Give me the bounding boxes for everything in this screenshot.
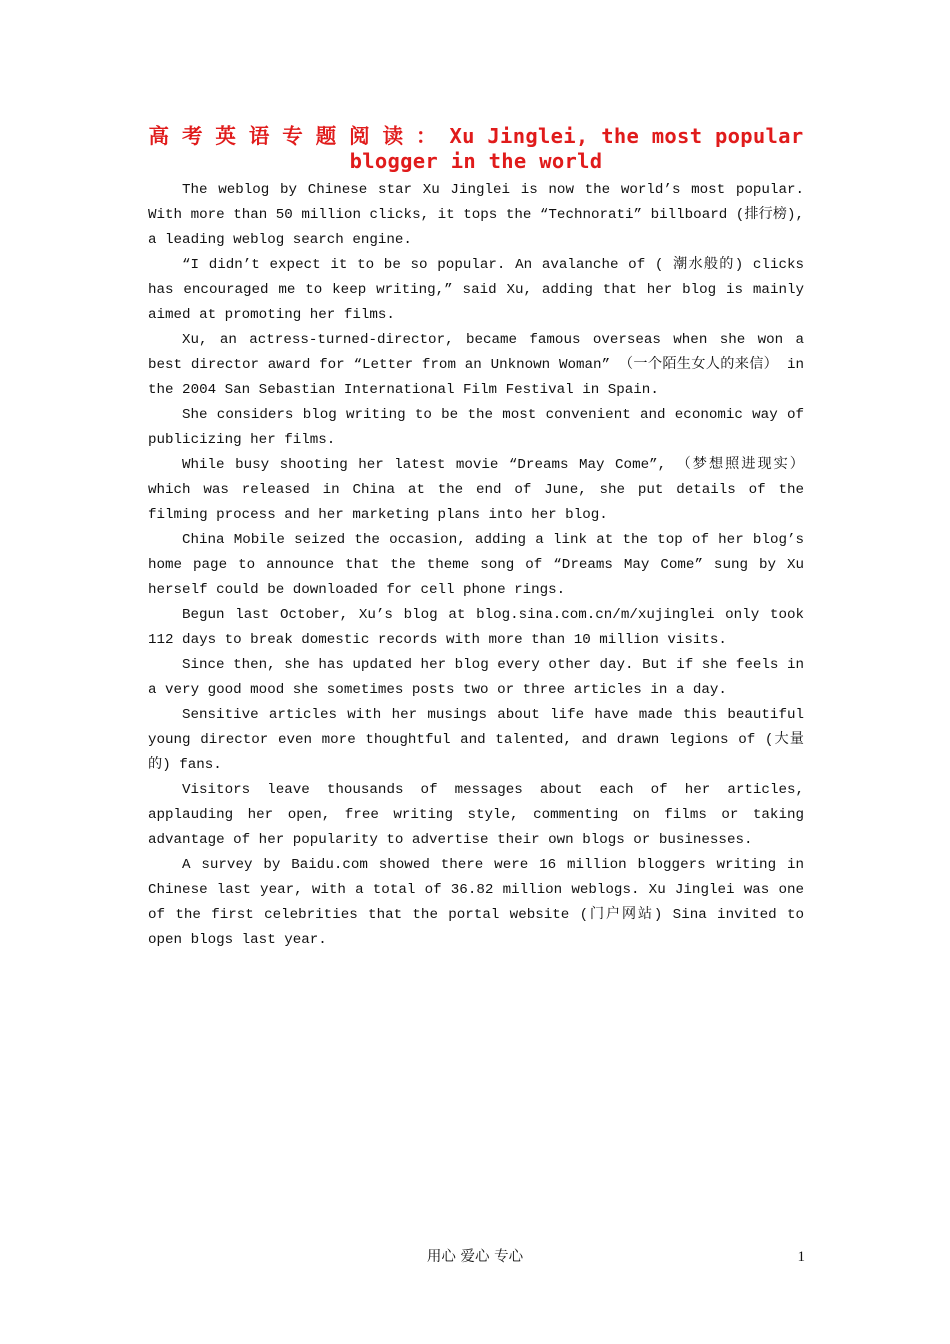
page-number: 1 [797,1249,805,1265]
paragraph: China Mobile seized the occasion, adding a link at the top of her blog’s home page to announce that the theme song of “Dreams May Come” sung by Xu herself could be downloaded for cell phone rings. [148,532,804,598]
paragraph: Visitors leave thousands of messages about each of her articles, applauding her open, free writing style, commenting on films or taking advantage of her popularity to advertise their own blogs or businesses. [148,782,804,848]
paragraph: Since then, she has updated her blog every other day. But if she feels in a very good mood she sometimes posts two or three articles in a day. [148,657,804,698]
paragraph: A survey by Baidu.com showed there were 16 million bloggers writing in Chinese last year, with a total of 36.82 million weblogs. Xu Jinglei was one of the first celebrities that the portal website (门户网站) Sina invited to open blogs last year. [148,857,804,948]
paragraph: “I didn’t expect it to be so popular. An avalanche of ( 潮水般的) clicks has encouraged me to keep writing,” said Xu, adding that her blog is mainly aimed at promoting her films. [148,257,804,323]
paragraph: The weblog by Chinese star Xu Jinglei is now the world’s most popular. With more than 50 million clicks, it tops the “Technorati” billboard (排行榜), a leading weblog search engine. [148,182,804,248]
footer-motto: 用心 爱心 专心 [426,1249,524,1265]
page-footer [0,1246,950,1268]
paragraph: While busy shooting her latest movie “Dreams May Come”, （梦想照进现实）which was released in China at the end of June, she put details of the filming process and her marketing plans into her blog. [148,457,804,523]
document-title: 高 考 英 语 专 题 阅 读 ： Xu Jinglei, the most popular blogger in the world [148,124,804,173]
paragraph: Xu, an actress-turned-director, became famous overseas when she won a best director award for “Letter from an Unknown Woman” （一个陌生女人的来信） in the 2004 San Sebastian International Film Festival in Spain. [148,332,804,398]
article-body [148,178,804,953]
paragraph: Begun last October, Xu’s blog at blog.sina.com.cn/m/xujinglei only took 112 days to break domestic records with more than 10 million visits. [148,607,804,648]
paragraph: She considers blog writing to be the most convenient and economic way of publicizing her films. [148,407,804,448]
document-content [148,124,804,953]
paragraph: Sensitive articles with her musings about life have made this beautiful young director even more thoughtful and talented, and drawn legions of (大量的) fans. [148,707,804,773]
